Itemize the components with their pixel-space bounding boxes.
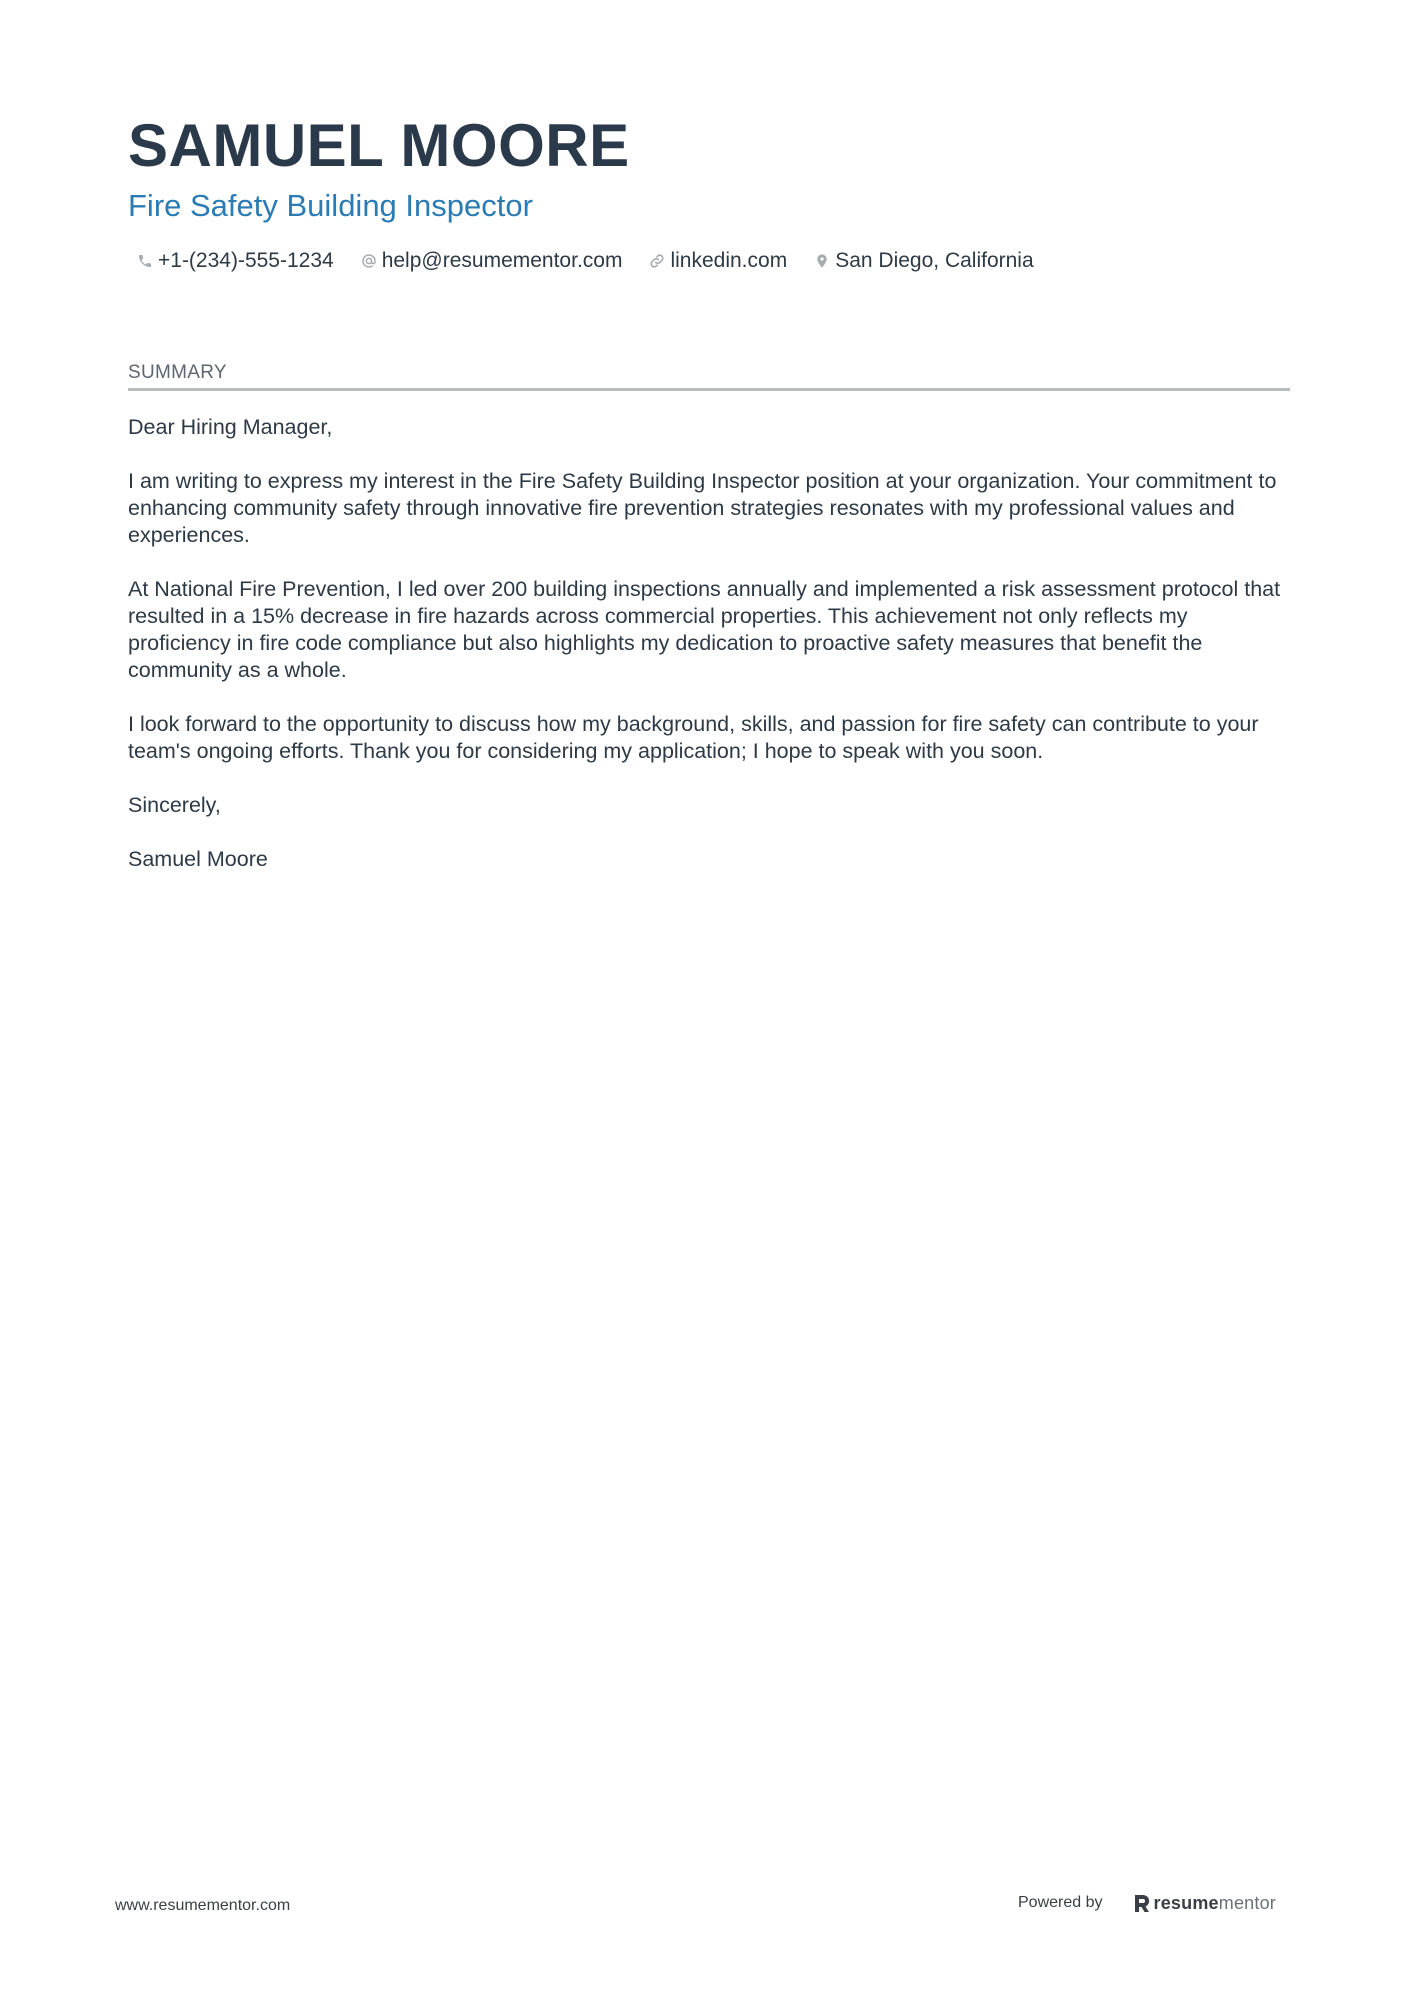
linkedin-text: linkedin.com [670,249,788,272]
phone-text: +1-(234)-555-1234 [158,249,334,272]
closing: Sincerely, [128,793,221,817]
phone-icon [136,252,154,270]
powered-by [1018,1892,1276,1914]
brand-logo[interactable] [1133,1892,1276,1914]
paragraph: At National Fire Prevention, I led over 200 building inspections annually and implemented a risk assessment protocol that resulted in a 15% decrease in fire hazards across commercial properties. This achievement not only reflects my proficiency in fire code compliance but also highlights my dedication to proactive safety measures that benefit the community as a whole. [128,577,1281,682]
contact-location [813,246,1033,276]
powered-by-label: Powered by [1018,1894,1103,1911]
summary-heading: SUMMARY [128,360,1290,391]
contact-linkedin [648,246,787,276]
paragraph: I look forward to the opportunity to discuss how my background, skills, and passion for fire safety can contribute to your team's ongoing efforts. Thank you for considering my application; I hope to speak with you soon. [128,712,1259,763]
contact-email [360,246,623,276]
footer-website-link[interactable]: www.resumementor.com [115,1897,291,1914]
signature: Samuel Moore [128,847,268,871]
location-text: San Diego, California [835,249,1034,272]
contact-row [136,246,1060,276]
candidate-name: SAMUEL MOORE [128,112,630,179]
letter-body [128,414,1290,900]
greeting: Dear Hiring Manager, [128,415,333,439]
at-icon [360,252,378,270]
brand-name-strong: resume [1153,1893,1219,1913]
brand-name-light: mentor [1218,1893,1276,1913]
paragraph: I am writing to express my interest in the Fire Safety Building Inspector position at your organization. Your commitment to enhancing community safety through innovative fire prevention strategies resonates with my professional values and experiences. [128,469,1277,547]
contact-phone [136,246,334,276]
job-title: Fire Safety Building Inspector [128,188,533,223]
link-icon [648,252,666,270]
resumementor-logo-icon [1133,1893,1151,1913]
email-text: help@resumementor.com [381,249,623,272]
location-pin-icon [813,252,831,270]
